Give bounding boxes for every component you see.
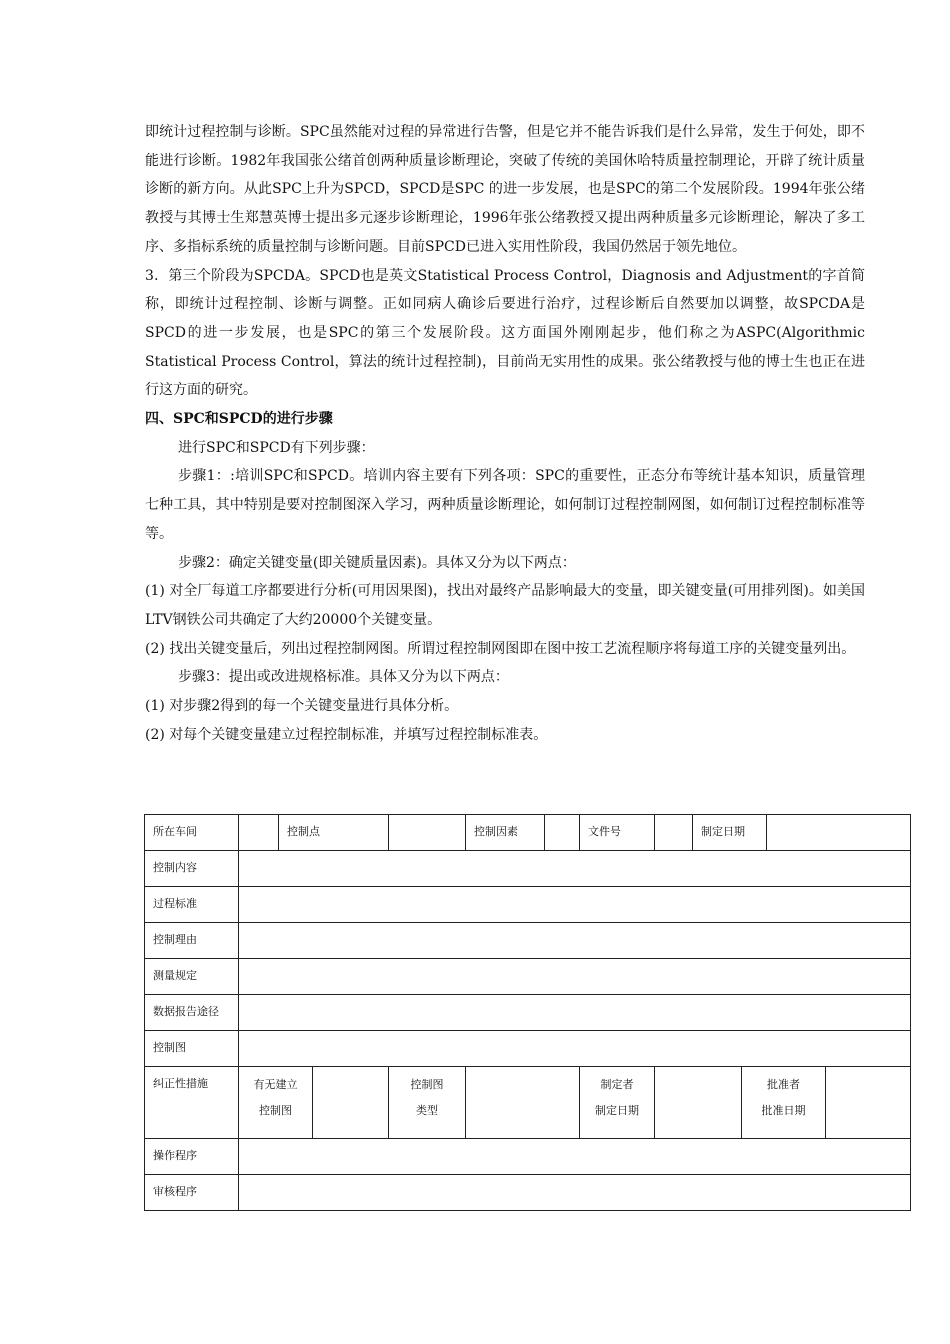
steps-intro: 进行SPC和SPCD有下列步骤： — [178, 439, 375, 456]
value-cell — [239, 1139, 911, 1175]
value-cell — [239, 851, 911, 887]
table-header-row — [145, 815, 911, 851]
table-row — [145, 1031, 911, 1067]
row-label: 测量规定 — [145, 959, 239, 995]
corrective-measures-row — [145, 1067, 911, 1139]
step-2: 步骤2：确定关键变量(即关键质量因素)。具体又分为以下两点： — [178, 554, 576, 571]
value-cell — [239, 959, 911, 995]
row-label: 控制理由 — [145, 923, 239, 959]
table-row — [145, 995, 911, 1031]
value-cell — [767, 815, 911, 851]
section-heading: 四、SPC和SPCD的进行步骤 — [145, 411, 333, 428]
table-row — [145, 1175, 911, 1211]
chart-type-cell — [389, 1067, 466, 1139]
document-body — [145, 118, 865, 749]
author-cell — [580, 1067, 655, 1139]
row-label: 控制内容 — [145, 851, 239, 887]
value-cell — [239, 1175, 911, 1211]
author-label-1: 制定者 — [600, 1078, 634, 1091]
paragraph: 3．第三个阶段为SPCDA。SPCD也是英文Statistical Process Control，Diagnosis and Adjustment的字首简称，即统计过程控制、诊断与调整。正如同病人确诊后要进行治疗，过程诊断后自然要加以调整，故SPCDA是SPCD的进一步发展，也是SPC的第三个发展阶段。这方面国外刚刚起步，他们称之为ASPC(Algorithmic Statistical Process Control，算法的统计过程控制)，目前尚无实用性的成果。张公绪教授与他的博士生也正在进行这方面的研究。 — [145, 267, 865, 399]
has-chart-cell — [239, 1067, 313, 1139]
value-cell — [239, 1031, 911, 1067]
value-cell — [389, 815, 466, 851]
author-label-2: 制定日期 — [595, 1104, 639, 1117]
value-cell — [239, 995, 911, 1031]
row-label: 过程标准 — [145, 887, 239, 923]
table-row — [145, 959, 911, 995]
step-1: 步骤1：:培训SPC和SPCD。培训内容主要有下列各项：SPC的重要性，正态分布等统计基本知识，质量管理七种工具，其中特别是要对控制图深入学习，两种质量诊断理论，如何制订过程控制网图，如何制订过程控制标准等等。 — [145, 468, 865, 542]
paragraph: 即统计过程控制与诊断。SPC虽然能对过程的异常进行告警，但是它并不能告诉我们是什么异常，发生于何处，即不能进行诊断。1982年我国张公绪首创两种质量诊断理论，突破了传统的美国休哈特质量控制理论，开辟了统计质量诊断的新方向。从此SPC上升为SPCD，SPCD是SPC 的进一步发展，也是SPC的第二个发展阶段。1994年张公绪教授与其博士生郑慧英博士提出多元逐步诊断理论，1996年张公绪教授又提出两种质量多元诊断理论，解决了多工序、多指标系统的质量控制与诊断问题。目前SPCD已进入实用性阶段，我国仍然居于领先地位。 — [145, 124, 865, 255]
step-3-item: (1) 对步骤2得到的每一个关键变量进行具体分析。 — [145, 698, 459, 715]
row-label: 控制图 — [145, 1031, 239, 1067]
value-cell — [239, 815, 279, 851]
header-cell: 控制因素 — [466, 815, 545, 851]
header-cell: 文件号 — [580, 815, 655, 851]
value-cell — [239, 887, 911, 923]
approver-cell — [742, 1067, 826, 1139]
approver-label-2: 批准日期 — [761, 1104, 806, 1117]
value-cell — [466, 1067, 580, 1139]
value-cell — [655, 1067, 742, 1139]
table-row — [145, 923, 911, 959]
value-cell — [239, 923, 911, 959]
chart-type-label-1: 控制图 — [410, 1078, 444, 1091]
step-3-item: (2) 对每个关键变量建立过程控制标准，并填写过程控制标准表。 — [145, 726, 548, 743]
header-cell: 控制点 — [279, 815, 389, 851]
has-chart-label-2: 控制图 — [259, 1104, 292, 1117]
value-cell — [545, 815, 580, 851]
chart-type-label-2: 类型 — [416, 1104, 438, 1117]
row-label: 数据报告途径 — [145, 995, 239, 1031]
step-2-item: (1) 对全厂每道工序都要进行分析(可用因果图)，找出对最终产品影响最大的变量，即关键变量(可用排列图)。如美国LTV钢铁公司共确定了大约20000个关键变量。 — [145, 583, 865, 628]
has-chart-label-1: 有无建立 — [253, 1078, 298, 1091]
value-cell — [655, 815, 693, 851]
approver-label-1: 批准者 — [767, 1078, 800, 1091]
value-cell — [826, 1067, 911, 1139]
step-3: 步骤3：提出或改进规格标准。具体又分为以下两点： — [178, 669, 509, 686]
table-row — [145, 851, 911, 887]
row-label: 审核程序 — [145, 1175, 239, 1211]
step-2-item: (2) 找出关键变量后，列出过程控制网图。所谓过程控制网图即在图中按工艺流程顺序将每道工序的关键变量列出。 — [145, 640, 856, 657]
value-cell — [313, 1067, 389, 1139]
process-control-standard-table — [144, 814, 911, 1211]
header-cell: 制定日期 — [693, 815, 767, 851]
table-row — [145, 1139, 911, 1175]
header-cell: 所在车间 — [145, 815, 239, 851]
row-label: 纠正性措施 — [145, 1067, 239, 1139]
row-label: 操作程序 — [145, 1139, 239, 1175]
table-row — [145, 887, 911, 923]
